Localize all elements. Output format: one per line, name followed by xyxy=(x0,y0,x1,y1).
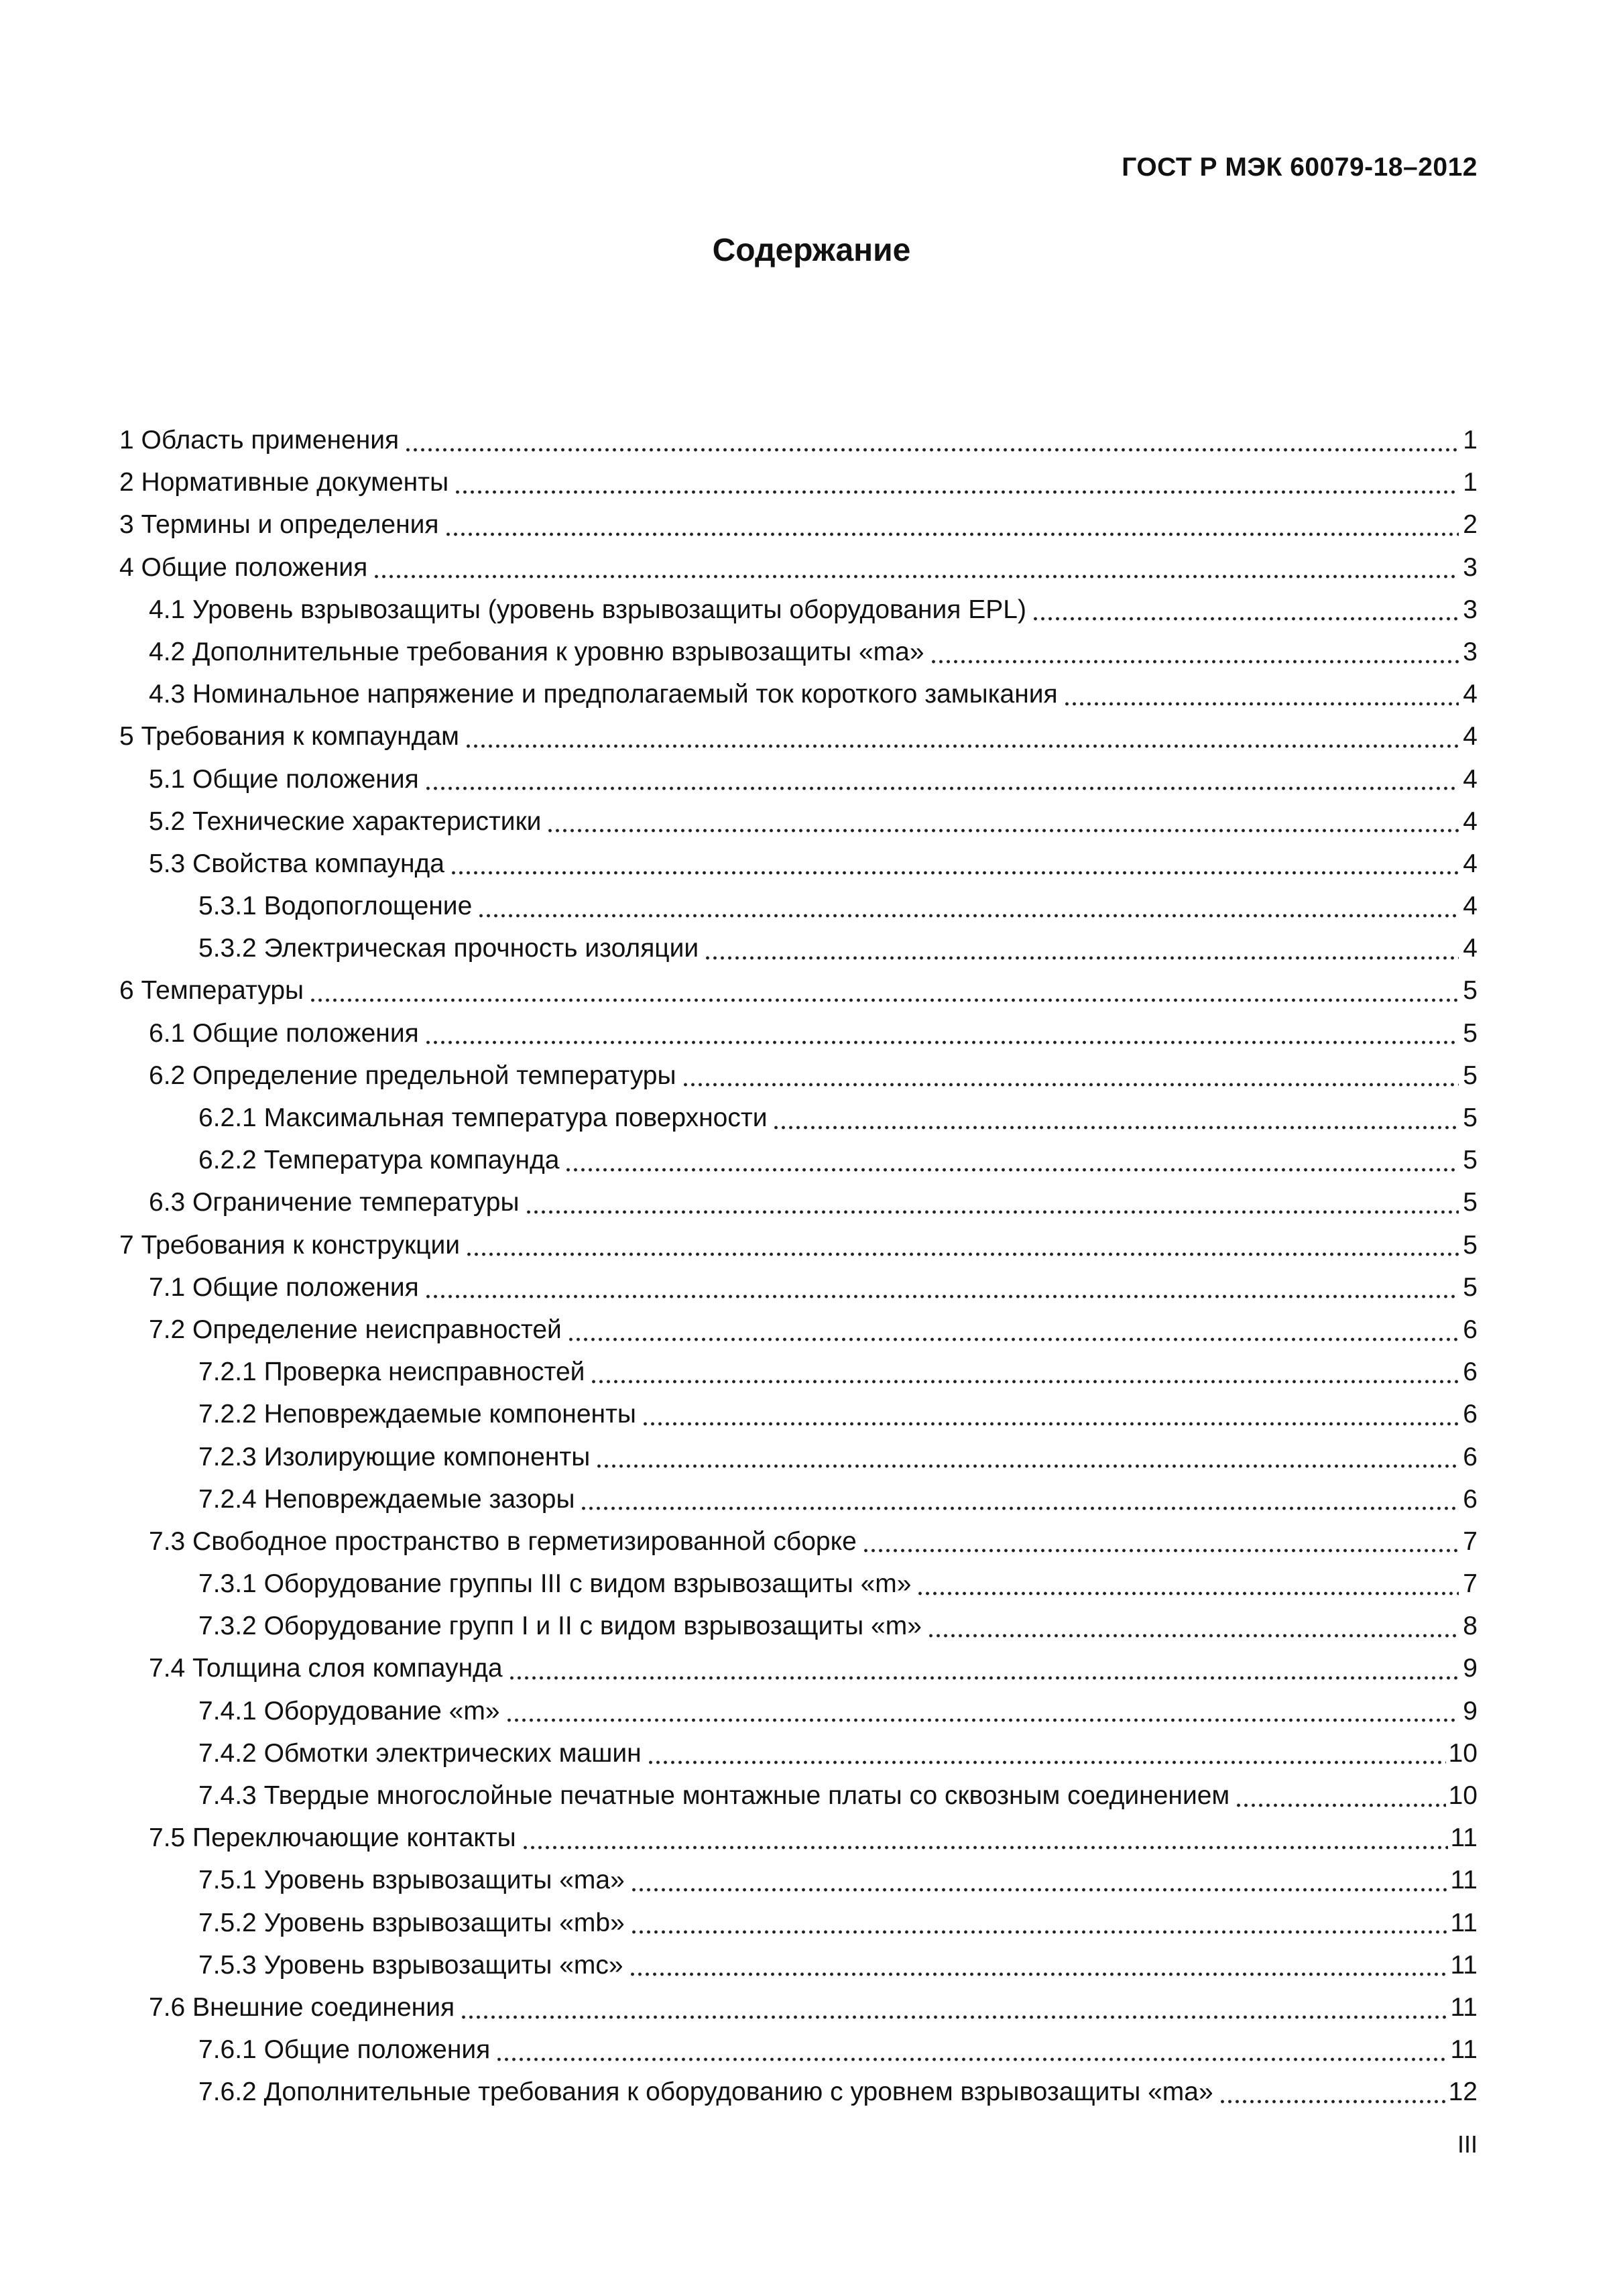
toc-entry-page: 7 xyxy=(1463,1569,1478,1599)
toc-dot-leader xyxy=(424,1292,1459,1301)
toc-entry-title: 7.4.1 Оборудование «m» xyxy=(198,1696,500,1726)
toc-dot-leader xyxy=(495,2055,1447,2064)
toc-entry-page: 6 xyxy=(1463,1315,1478,1344)
toc-entry[interactable] xyxy=(119,1732,1478,1774)
toc-entry-page: 6 xyxy=(1463,1400,1478,1429)
toc-entry-page: 4 xyxy=(1463,806,1478,836)
toc-dot-leader xyxy=(404,445,1459,455)
toc-entry-title: 7.2.4 Неповреждаемые зазоры xyxy=(198,1484,575,1514)
toc-dot-leader xyxy=(630,1927,1448,1937)
toc-entry[interactable] xyxy=(119,673,1478,715)
toc-entry-page: 11 xyxy=(1450,1908,1478,1937)
toc-entry[interactable] xyxy=(119,1224,1478,1266)
toc-entry-page: 7 xyxy=(1463,1526,1478,1556)
toc-entry-title: 7 Требования к конструкции xyxy=(119,1230,461,1260)
toc-dot-leader xyxy=(642,1419,1459,1429)
toc-entry[interactable] xyxy=(119,546,1478,589)
toc-entry-title: 4 Общие положения xyxy=(119,552,368,582)
toc-entry[interactable] xyxy=(119,885,1478,927)
toc-entry-page: 3 xyxy=(1463,595,1478,624)
toc-entry-title: 7.5 Переключающие контакты xyxy=(149,1823,516,1853)
toc-entry[interactable] xyxy=(119,843,1478,885)
toc-entry[interactable] xyxy=(119,461,1478,503)
toc-dot-leader xyxy=(309,995,1459,1005)
toc-dot-leader xyxy=(564,1165,1459,1174)
toc-dot-leader xyxy=(1032,614,1459,623)
toc-dot-leader xyxy=(477,911,1459,920)
toc-dot-leader xyxy=(916,1589,1459,1598)
toc-entry[interactable] xyxy=(119,927,1478,969)
toc-entry[interactable] xyxy=(119,1986,1478,2029)
toc-entry-page: 10 xyxy=(1448,1738,1478,1768)
toc-entry-page: 10 xyxy=(1448,1781,1478,1810)
toc-entry[interactable] xyxy=(119,2071,1478,2113)
toc-entry-title: 3 Термины и определения xyxy=(119,510,439,540)
toc-entry-title: 4.3 Номинальное напряжение и предполагаемый ток короткого замыкания xyxy=(149,680,1058,709)
toc-entry-title: 6.2.1 Максимальная температура поверхности xyxy=(198,1103,768,1132)
toc-dot-leader xyxy=(1063,699,1459,709)
toc-dot-leader xyxy=(1235,1801,1445,1810)
toc-entry-title: 7.6 Внешние соединения xyxy=(149,1992,455,2022)
toc-entry[interactable] xyxy=(119,1605,1478,1647)
toc-entry[interactable] xyxy=(119,800,1478,843)
toc-entry[interactable] xyxy=(119,1690,1478,1732)
toc-dot-leader xyxy=(647,1758,1446,1767)
table-of-contents xyxy=(119,419,1478,2114)
toc-entry-title: 5.1 Общие положения xyxy=(149,764,419,794)
toc-entry[interactable] xyxy=(119,2029,1478,2071)
toc-dot-leader xyxy=(460,2012,1447,2022)
toc-entry-title: 6.3 Ограничение температуры xyxy=(149,1188,520,1217)
toc-entry-page: 11 xyxy=(1450,1866,1478,1895)
toc-entry-page: 9 xyxy=(1463,1654,1478,1683)
toc-entry-title: 7.2 Определение неисправностей xyxy=(149,1315,562,1344)
toc-entry-title: 4.2 Дополнительные требования к уровню взрывозащиты «ma» xyxy=(149,637,924,666)
toc-entry-title: 5.3 Свойства компаунда xyxy=(149,849,444,878)
toc-entry-page: 4 xyxy=(1463,764,1478,794)
toc-dot-leader xyxy=(454,487,1459,497)
toc-entry-page: 3 xyxy=(1463,552,1478,582)
toc-entry[interactable] xyxy=(119,1393,1478,1435)
toc-entry-page: 5 xyxy=(1463,1061,1478,1090)
toc-entry-title: 5 Требования к компаундам xyxy=(119,722,459,751)
toc-entry-page: 3 xyxy=(1463,637,1478,666)
toc-dot-leader xyxy=(525,1207,1459,1217)
toc-entry-title: 7.3.2 Оборудование групп I и II с видом взрывозащиты «m» xyxy=(198,1612,922,1641)
toc-entry-title: 7.3 Свободное пространство в герметизированной сборке xyxy=(149,1526,857,1556)
toc-entry[interactable] xyxy=(119,1520,1478,1563)
toc-dot-leader xyxy=(630,1885,1448,1894)
toc-entry-page: 8 xyxy=(1463,1612,1478,1641)
toc-entry[interactable] xyxy=(119,758,1478,800)
toc-dot-leader xyxy=(704,953,1459,963)
toc-entry-page: 11 xyxy=(1450,1992,1478,2022)
toc-entry-page: 5 xyxy=(1463,1272,1478,1302)
toc-entry[interactable] xyxy=(119,503,1478,546)
toc-entry-page: 6 xyxy=(1463,1484,1478,1514)
toc-entry[interactable] xyxy=(119,1139,1478,1181)
toc-entry[interactable] xyxy=(119,1351,1478,1393)
toc-entry[interactable] xyxy=(119,715,1478,758)
toc-dot-leader xyxy=(508,1673,1459,1683)
toc-dot-leader xyxy=(424,1038,1459,1047)
toc-entry-page: 11 xyxy=(1450,1823,1478,1853)
toc-entry-title: 7.2.3 Изолирующие компоненты xyxy=(198,1442,591,1471)
toc-dot-leader xyxy=(444,530,1459,539)
toc-dot-leader xyxy=(595,1461,1459,1471)
toc-entry[interactable] xyxy=(119,1478,1478,1520)
toc-entry-page: 6 xyxy=(1463,1357,1478,1387)
toc-entry[interactable] xyxy=(119,1181,1478,1223)
toc-entry-page: 5 xyxy=(1463,1146,1478,1175)
toc-entry-title: 6.2.2 Температура компаунда xyxy=(198,1146,560,1175)
toc-entry[interactable] xyxy=(119,1309,1478,1351)
page-number: III xyxy=(1457,2130,1478,2158)
toc-entry-page: 4 xyxy=(1463,722,1478,751)
toc-entry-title: 4.1 Уровень взрывозащиты (уровень взрывозащиты оборудования EPL) xyxy=(149,595,1026,624)
toc-entry[interactable] xyxy=(119,1097,1478,1139)
toc-entry[interactable] xyxy=(119,1647,1478,1689)
toc-entry-title: 6.2 Определение предельной температуры xyxy=(149,1061,676,1090)
toc-entry-title: 5.3.2 Электрическая прочность изоляции xyxy=(198,934,699,963)
toc-entry-page: 2 xyxy=(1463,510,1478,540)
toc-entry-page: 9 xyxy=(1463,1696,1478,1726)
toc-entry-title: 7.2.1 Проверка неисправностей xyxy=(198,1357,585,1387)
toc-entry[interactable] xyxy=(119,1944,1478,1986)
toc-entry[interactable] xyxy=(119,1817,1478,1859)
toc-entry-title: 1 Область применения xyxy=(119,426,400,455)
toc-dot-leader xyxy=(522,1843,1448,1852)
toc-entry-page: 5 xyxy=(1463,1103,1478,1132)
toc-entry-title: 7.4.3 Твердые многослойные печатные монтажные платы со сквозным соединением xyxy=(198,1781,1230,1810)
toc-entry-title: 5.3.1 Водопоглощение xyxy=(198,892,473,921)
toc-entry-title: 7.5.1 Уровень взрывозащиты «ma» xyxy=(198,1866,625,1895)
toc-entry-title: 7.4.2 Обмотки электрических машин xyxy=(198,1738,642,1768)
toc-dot-leader xyxy=(373,572,1459,581)
toc-entry-title: 5.2 Технические характеристики xyxy=(149,806,542,836)
toc-dot-leader xyxy=(567,1335,1459,1344)
toc-entry[interactable] xyxy=(119,631,1478,673)
toc-entry[interactable] xyxy=(119,1859,1478,1901)
toc-dot-leader xyxy=(590,1377,1459,1386)
toc-entry[interactable] xyxy=(119,1563,1478,1605)
toc-entry[interactable] xyxy=(119,1054,1478,1097)
toc-entry-title: 2 Нормативные документы xyxy=(119,468,449,497)
toc-entry[interactable] xyxy=(119,1902,1478,1944)
toc-dot-leader xyxy=(424,784,1459,793)
toc-dot-leader xyxy=(930,657,1459,666)
toc-entry-page: 5 xyxy=(1463,976,1478,1006)
toc-entry[interactable] xyxy=(119,969,1478,1012)
toc-entry-page: 11 xyxy=(1450,1950,1478,1980)
toc-entry-title: 7.6.2 Дополнительные требования к оборудованию с уровнем взрывозащиты «ma» xyxy=(198,2077,1213,2107)
toc-entry-page: 4 xyxy=(1463,934,1478,963)
toc-dot-leader xyxy=(1219,2097,1446,2106)
toc-title: Содержание xyxy=(712,233,911,268)
toc-entry[interactable] xyxy=(119,419,1478,461)
toc-entry[interactable] xyxy=(119,1266,1478,1309)
toc-entry-page: 5 xyxy=(1463,1018,1478,1048)
document-code: ГОСТ Р МЭК 60079-18–2012 xyxy=(1122,153,1478,182)
toc-dot-leader xyxy=(629,1970,1448,1979)
toc-entry-page: 11 xyxy=(1450,2035,1478,2065)
toc-entry-title: 6.1 Общие положения xyxy=(149,1018,419,1048)
toc-entry-page: 4 xyxy=(1463,892,1478,921)
toc-dot-leader xyxy=(450,868,1459,878)
toc-entry-page: 5 xyxy=(1463,1230,1478,1260)
toc-entry-title: 7.5.3 Уровень взрывозащиты «mc» xyxy=(198,1950,623,1980)
toc-entry-title: 6 Температуры xyxy=(119,976,304,1006)
toc-entry[interactable] xyxy=(119,1436,1478,1478)
toc-entry-title: 7.4 Толщина слоя компаунда xyxy=(149,1654,503,1683)
toc-entry[interactable] xyxy=(119,1012,1478,1054)
toc-entry[interactable] xyxy=(119,589,1478,631)
toc-entry-page: 6 xyxy=(1463,1442,1478,1471)
toc-entry-page: 5 xyxy=(1463,1188,1478,1217)
toc-entry-title: 7.6.1 Общие положения xyxy=(198,2035,491,2065)
toc-entry-title: 7.2.2 Неповреждаемые компоненты xyxy=(198,1400,636,1429)
toc-entry-title: 7.3.1 Оборудование группы III с видом взрывозащиты «m» xyxy=(198,1569,912,1599)
toc-entry-title: 7.5.2 Уровень взрывозащиты «mb» xyxy=(198,1908,625,1937)
toc-dot-leader xyxy=(505,1715,1459,1725)
toc-dot-leader xyxy=(580,1504,1459,1513)
toc-entry-page: 1 xyxy=(1463,468,1478,497)
toc-entry-page: 4 xyxy=(1463,849,1478,878)
toc-entry[interactable] xyxy=(119,1774,1478,1817)
toc-entry-title: 7.1 Общие положения xyxy=(149,1272,419,1302)
toc-dot-leader xyxy=(465,741,1459,751)
toc-entry-page: 1 xyxy=(1463,426,1478,455)
toc-dot-leader xyxy=(862,1546,1459,1555)
toc-entry-page: 4 xyxy=(1463,680,1478,709)
toc-dot-leader xyxy=(927,1631,1459,1640)
toc-dot-leader xyxy=(682,1080,1459,1089)
toc-entry-page: 12 xyxy=(1448,2077,1478,2107)
toc-dot-leader xyxy=(546,826,1459,835)
toc-dot-leader xyxy=(772,1123,1459,1132)
toc-dot-leader xyxy=(465,1250,1459,1259)
